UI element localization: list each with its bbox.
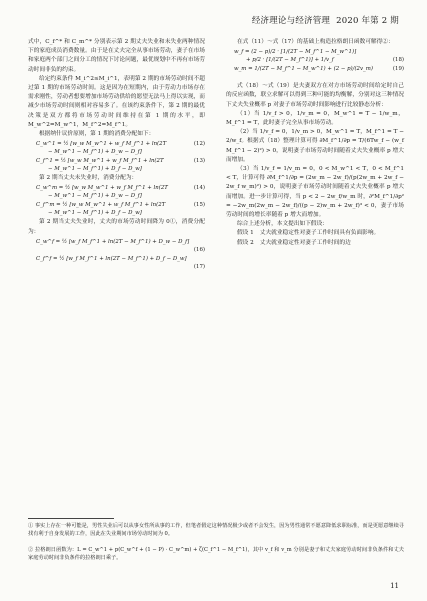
equation-18 — [226, 48, 404, 64]
paragraph: 式（18）～式（19）是夫妻双方在对方市场劳动时间给定时自己的反应函数，联立求解可以得到三种可能的均衡解，分别对这三种情况下丈夫失业概率 p 对妻子市场劳动时间影响进行比较静态分析： — [226, 83, 404, 108]
paragraph: 式中，C_f^* 和 C_m^* 分别表示第 2 期丈夫失业和未失业两种情况下的家庭成员消费数量。由于是在丈夫完全从事市场劳动，妻子在市场和家庭两个部门之间分工的情况下讨论问题，最优规划中不再有市场劳动时间非负的约束。 — [28, 39, 205, 73]
equation-line: − M_w^1 − M_f^1) + D_w − D_f] — [48, 193, 142, 200]
equation-line: + p/2 · [1/(2T − M_f^1)] + 1/v_f — [246, 57, 334, 64]
equation-line: w_m = 1/(2T − M_f^1 − M_w^1) + (2 − p)/(2v_m) — [234, 66, 373, 73]
left-column — [28, 38, 205, 272]
paragraph: 第 2 期当丈夫失业时，丈夫的市场劳动时间降为 0①，消费分配为： — [28, 219, 205, 235]
case-2: （2）当 1/v_f = 0，1/v_m > 0，M_w^1 = T，M_f^1 = T − 2/w_f。根据式（18）整理计算可得 ∂M_f^1/∂p = T/(6Tw_f − (w_f M_f^1 − 2)²) > 0，说明妻子市场劳动时间随着丈夫失业概率 p 增大而增加。 — [226, 129, 404, 163]
equation-16 — [28, 238, 205, 254]
hypothesis-1 — [226, 229, 404, 238]
equation-number: (12) — [193, 141, 205, 148]
footnote-1: ① 事实上存在一种可能是，男性失业后可以从事女性所从事的工作，但笔者假定这种情况极少或者不会发生，因为男性通常不愿意降低求职标准，而是更愿意继续寻找有利于自身发展的工作，因此在失业期间市场劳动时间为 0。 — [28, 523, 404, 537]
hypothesis-label: 假设 1 — [237, 230, 254, 237]
paragraph: 综合上述分析，本文提出如下假设： — [237, 221, 328, 228]
paragraph: 在式（11）～式（17）的基础上构造拉格朗日函数可解得②： — [237, 39, 394, 45]
equation-line: C_w^1 = ½ [w_w M_w^1 + w_f M_f^1 + ln(2T — [36, 141, 167, 148]
case-1: （1）当 1/v_f > 0，1/v_m = 0，M_w^1 = T − 1/w_m，M_f^1 = T，此时妻子完全从事市场劳动。 — [226, 110, 404, 127]
equation-line: C_f^f = ½ [w_f M_f^1 + ln(2T − M_f^1) + D_f − D_w] — [36, 255, 187, 262]
paragraph: 根据纳什议价原则，第 1 期的消费分配如下： — [39, 131, 155, 138]
equation-number: (18) — [392, 57, 404, 64]
hypothesis-text: 丈夫就业稳定性对妻子工作时间的边 — [259, 239, 351, 246]
issue-label: 2020 年第 2 期 — [336, 16, 399, 26]
equation-line: − M_w^1 − M_f^1) + D_w − D_f] — [48, 149, 142, 156]
running-header — [252, 14, 399, 26]
hypothesis-label: 假设 2 — [237, 239, 254, 246]
equation-line: C_w^m = ½ [w_w M_w^1 + w_f M_f^1 + ln(2T — [36, 185, 168, 192]
equation-17 — [28, 255, 205, 271]
hypothesis-2 — [226, 239, 404, 248]
equation-19 — [226, 65, 404, 81]
right-column — [226, 38, 404, 248]
equation-line: C_f^m = ½ [w_w M_w^1 + w_f M_f^1 + ln(2T — [36, 202, 166, 209]
equation-line: − M_w^1 − M_f^1) + D_f − D_w] — [48, 210, 142, 217]
paragraph: 给定约束条件 M_i^2≤M_i^1，表明第 2 期的市场劳动时间不超过第 1 期的市场劳动时间。这是因为在短期内，由于劳动力市场存在需求刚性，劳动者想要增加市场劳动供给的愿望无法马上得以实现，而减少市场劳动时间则相对容易多了。在该约束条件下，第 2 期的最优决策是双方都将市场劳动时间维持在第 1 期的水平，即 M_w^2=M_w^1，M_f^2=M_f^1。 — [28, 75, 205, 128]
equation-number: (14) — [193, 185, 205, 192]
footnote-divider — [28, 518, 114, 519]
equation-line: − M_w^1 − M_f^1) + D_f − D_w] — [48, 166, 142, 173]
equation-12 — [28, 140, 205, 156]
case-3: （3）当 1/v_f = 1/v_m = 0，0 < M_w^1 < T，0 < M_f^1 < T，计算可得 ∂M_f^1/∂p = (2w_m − 2w_f)/(p(2w_m + 2w_f − 2w_f w_m)²) > 0，说明妻子市场劳动时间随着丈夫失业概率 p 增大而增加。进一步计算可得，当 p < 2 − 2w_f/w_m 时，∂²M_f^1/∂p² = −2w_m(2w_m − 2w_f)/((p − 2)w_m + 2w_f)³ < 0，妻子市场劳动时间的增长率随着 p 增大而增加。 — [226, 166, 404, 219]
equation-15 — [28, 201, 205, 217]
equation-14 — [28, 184, 205, 200]
equation-number: (13) — [193, 158, 205, 165]
equation-number: (15) — [193, 202, 205, 209]
equation-line: C_f^1 = ½ [w_w M_w^1 + w_f M_f^1 + ln(2T — [36, 158, 164, 165]
page-number: 11 — [390, 582, 399, 590]
hypothesis-text: 丈夫就业稳定性对妻子工作时间具有负面影响。 — [259, 230, 380, 237]
equation-number: (19) — [392, 66, 404, 73]
equation-line: C_w^f = ½ [w_f M_f^1 + ln(2T − M_f^1) + D_w − D_f] — [36, 238, 190, 245]
paragraph: 第 2 期当丈夫未失业时，消费分配为： — [39, 175, 138, 182]
journal-name: 经济理论与经济管理 — [251, 16, 331, 26]
equation-number: (16) — [193, 246, 205, 253]
footnote-2: ② 拉格朗日函数为：L = C_w^1 + p(C_w^f + (1 − P) · C_w^m) + ζ(C_f^1 − M_f^1)，其中 v_f 和 v_m 分别是妻子和丈夫家庭劳动时间非负条件和丈夫家庭劳动时间非负条件的拉格朗日乘子。 — [28, 547, 404, 561]
equation-13 — [28, 157, 205, 173]
equation-number: (17) — [193, 263, 205, 270]
equation-line: w_f = (2 − p)/2 · [1/(2T − M_f^1 − M_w^1)] — [234, 49, 357, 56]
